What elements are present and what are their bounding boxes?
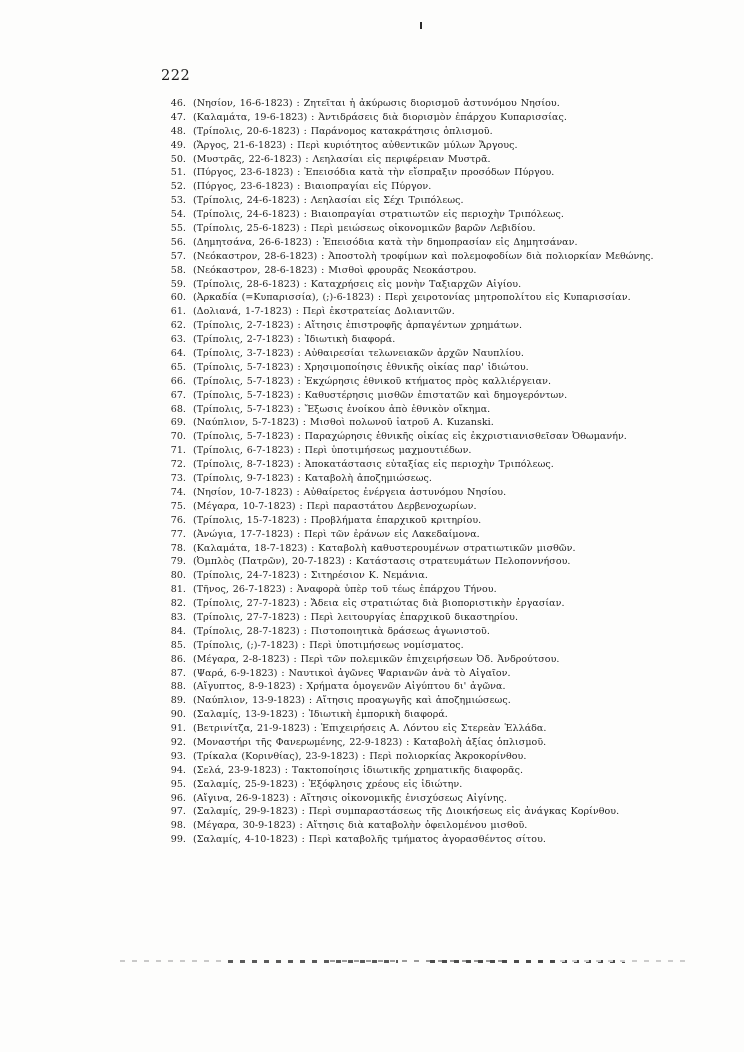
entry-number: 98. [170, 820, 186, 832]
entry-text: (Σελά, 23-9-1823) : Τακτοποίησις ἰδιωτικῆς χρηματικῆς διαφορᾶς. [193, 764, 524, 776]
entry-text: (Αἴγυπτος, 8-9-1823) : Χρήματα ὁμογενῶν Αἰγύπτου δι' ἀγῶνα. [193, 681, 506, 693]
list-item [167, 528, 707, 542]
list-item [167, 500, 707, 514]
entry-text: (Ἀρκαδία (=Κυπαρισσία), (;)-6-1823) : Περὶ χειροτονίας μητροπολίτου εἰς Κυπαρισσίαν. [193, 292, 631, 304]
entry-text: (Δολιανά, 1-7-1823) : Περὶ ἐκστρατείας Δολιανιτῶν. [193, 306, 455, 318]
entry-number: 51. [170, 167, 186, 179]
entry-text: (Ἀνώγια, 17-7-1823) : Περὶ τῶν ἐράνων εἰς Λακεδαίμονα. [193, 528, 480, 540]
list-item [167, 444, 707, 458]
list-item [167, 125, 707, 139]
entry-number: 69. [170, 417, 186, 429]
list-item [167, 597, 707, 611]
entry-number: 76. [170, 514, 186, 526]
list-item [167, 166, 707, 180]
entry-number: 50. [170, 153, 186, 165]
entry-number: 90. [170, 709, 186, 721]
entry-number: 66. [170, 375, 186, 387]
entry-number: 68. [170, 403, 186, 415]
entry-number: 81. [170, 584, 186, 596]
entry-text: (Νεόκαστρον, 28-6-1823) : Ἀποστολὴ τροφίμων καὶ πολεμοφοδίων διὰ πολιορκίαν Μεθώνης. [193, 250, 654, 262]
list-item [167, 639, 707, 653]
entry-number: 82. [170, 598, 186, 610]
list-item [167, 375, 707, 389]
entry-text: (Ὀμπλὸς (Πατρῶν), 20-7-1823) : Κατάστασις στρατευμάτων Πελοποννήσου. [193, 556, 571, 568]
list-item [167, 514, 707, 528]
list-item [167, 250, 707, 264]
entry-text: (Νησίον, 10-7-1823) : Αὐθαίρετος ἐνέργεια ἀστυνόμου Νησίου. [193, 486, 507, 498]
entry-number: 89. [170, 695, 186, 707]
list-item [167, 555, 707, 569]
list-item [167, 458, 707, 472]
list-item [167, 430, 707, 444]
entry-number: 79. [170, 556, 186, 568]
list-item [167, 653, 707, 667]
entry-number: 62. [170, 320, 186, 332]
list-item [167, 472, 707, 486]
entry-text: (Μυστρᾶς, 22-6-1823) : Λεηλασίαι εἰς περιφέρειαν Μυστρᾶ. [193, 153, 491, 165]
list-item [167, 611, 707, 625]
entry-number: 97. [170, 806, 186, 818]
entry-text: (Ψαρά, 6-9-1823) : Ναυτικοὶ ἀγῶνες Ψαριανῶν ἀνὰ τὸ Αἰγαῖον. [193, 667, 511, 679]
entry-text: (Σαλαμίς, 25-9-1823) : Ἐξόφλησις χρέους εἰς ἰδιώτην. [193, 778, 463, 790]
entry-number: 92. [170, 736, 186, 748]
list-item [167, 750, 707, 764]
entry-text: (Πύργος, 23-6-1823) : Ἐπεισόδια κατὰ τὴν εἴσπραξιν προσόδων Πύργου. [193, 167, 555, 179]
entry-number: 96. [170, 792, 186, 804]
entry-number: 64. [170, 348, 186, 360]
entry-number: 86. [170, 653, 186, 665]
entry-number: 72. [170, 459, 186, 471]
list-item [167, 278, 707, 292]
entry-text: (Τρίπολις, 2-7-1823) : Ἰδιωτικὴ διαφορά. [193, 334, 396, 346]
entry-number: 77. [170, 528, 186, 540]
list-item [167, 569, 707, 583]
list-item [167, 764, 707, 778]
list-item [167, 180, 707, 194]
list-item [167, 542, 707, 556]
entry-text: (Τρίπολις, 5-7-1823) : Ἔξωσις ἐνοίκου ἀπὸ ἐθνικὸν οἴκημα. [193, 403, 491, 415]
entry-number: 71. [170, 445, 186, 457]
entry-number: 78. [170, 542, 186, 554]
entry-text: (Σαλαμίς, 4-10-1823) : Περὶ καταβολῆς τμήματος ἀγορασθέντος σίτου. [193, 834, 546, 846]
entry-text: (Σαλαμίς, 13-9-1823) : Ἰδιωτικὴ ἐμπορικὴ διαφορά. [193, 709, 448, 721]
entry-text: (Τρίπολις, (;)-7-1823) : Περὶ ὑποτιμήσεως νομίσματος. [193, 639, 464, 651]
list-item [167, 208, 707, 222]
entry-number: 58. [170, 264, 186, 276]
entry-number: 54. [170, 209, 186, 221]
entry-number: 60. [170, 292, 186, 304]
entry-text: (Τρίπολις, 15-7-1823) : Προβλήματα ἐπαρχικοῦ κριτηρίου. [193, 514, 482, 526]
entry-text: (Τρίπολις, 2-7-1823) : Αἴτησις ἐπιστροφῆς ἁρπαγέντων χρημάτων. [193, 320, 523, 332]
entry-number: 53. [170, 195, 186, 207]
entry-number: 88. [170, 681, 186, 693]
entry-number: 70. [170, 431, 186, 443]
entry-text: (Τρίπολις, 24-6-1823) : Λεηλασίαι εἰς Σέχι Τριπόλεως. [193, 195, 464, 207]
entry-text: (Τῆνος, 26-7-1823) : Ἀναφορὰ ὑπὲρ τοῦ τέως ἐπάρχου Τήνου. [193, 584, 497, 596]
entry-list [167, 97, 707, 847]
entry-number: 48. [170, 125, 186, 137]
entry-text: (Δημητσάνα, 26-6-1823) : Ἐπεισόδια κατὰ τὴν δημοπρασίαν εἰς Δημητσάναν. [193, 236, 578, 248]
entry-number: 46. [170, 98, 186, 109]
entry-text: (Σαλαμίς, 29-9-1823) : Περὶ συμπαραστάσεως τῆς Διοικήσεως εἰς ἀνάγκας Κορίνθου. [193, 806, 620, 818]
scan-dashed-line-artifact [560, 960, 690, 962]
entry-number: 52. [170, 181, 186, 193]
entry-text: (Αἴγινα, 26-9-1823) : Αἴτησις οἰκονομικῆς ἐνισχύσεως Αἰγίνης. [193, 792, 507, 804]
entry-number: 65. [170, 361, 186, 373]
list-item [167, 111, 707, 125]
entry-number: 99. [170, 834, 186, 846]
entry-text: (Ναύπλιον, 13-9-1823) : Αἴτησις προαγωγῆς καὶ ἀποζημιώσεως. [193, 695, 511, 707]
list-item [167, 680, 707, 694]
list-item [167, 305, 707, 319]
entry-number: 95. [170, 778, 186, 790]
list-item [167, 416, 707, 430]
list-item [167, 361, 707, 375]
entry-text: (Τρίπολις, 27-7-1823) : Περὶ λειτουργίας ἐπαρχικοῦ δικαστηρίου. [193, 611, 519, 623]
list-item [167, 833, 707, 847]
entry-text: (Νεόκαστρον, 28-6-1823) : Μισθοὶ φρουρᾶς Νεοκάστρου. [193, 264, 477, 276]
entry-number: 47. [170, 111, 186, 123]
list-item [167, 722, 707, 736]
entry-number: 85. [170, 639, 186, 651]
scan-speck-artifact [420, 22, 422, 29]
list-item [167, 778, 707, 792]
entry-number: 87. [170, 667, 186, 679]
list-item [167, 792, 707, 806]
list-item [167, 625, 707, 639]
list-item [167, 708, 707, 722]
entry-number: 73. [170, 473, 186, 485]
list-item [167, 139, 707, 153]
list-item [167, 97, 707, 111]
entry-number: 67. [170, 389, 186, 401]
entry-text: (Τρίπολις, 5-7-1823) : Ἐκχώρησις ἐθνικοῦ κτήματος πρὸς καλλιέργειαν. [193, 375, 552, 387]
list-item [167, 805, 707, 819]
entry-number: 75. [170, 500, 186, 512]
entry-text: (Μέγαρα, 2-8-1823) : Περὶ τῶν πολεμικῶν ἐπιχειρήσεων Ὀδ. Ἀνδρούτσου. [193, 653, 560, 665]
list-item [167, 333, 707, 347]
entry-text: (Τρίπολις, 5-7-1823) : Παραχώρησις ἐθνικῆς οἰκίας εἰς ἐκχριστιανισθεῖσαν Ὀθωμανήν. [193, 431, 627, 443]
entry-text: (Μοναστήρι τῆς Φανερωμένης, 22-9-1823) : Καταβολὴ ἀξίας ὁπλισμοῦ. [193, 736, 547, 748]
list-item [167, 347, 707, 361]
entry-number: 49. [170, 139, 186, 151]
entry-text: (Καλαμάτα, 19-6-1823) : Ἀντιδράσεις διὰ διορισμὸν ἐπάρχου Κυπαρισσίας. [193, 111, 567, 123]
entry-number: 91. [170, 723, 186, 735]
entry-number: 80. [170, 570, 186, 582]
entry-text: (Τρίπολις, 5-7-1823) : Χρησιμοποίησις ἐθνικῆς οἰκίας παρ' ἰδιώτου. [193, 361, 529, 373]
list-item [167, 194, 707, 208]
list-item [167, 694, 707, 708]
list-item [167, 222, 707, 236]
entry-text: (Τρίπολις, 20-6-1823) : Παράνομος κατακράτησις ὁπλισμοῦ. [193, 125, 493, 137]
entry-text: (Ναύπλιον, 5-7-1823) : Μισθοὶ πολωνοῦ ἰατροῦ Α. Kuzanski. [193, 417, 494, 429]
list-item [167, 153, 707, 167]
entry-number: 83. [170, 611, 186, 623]
entry-text: (Μέγαρα, 30-9-1823) : Αἴτησις διὰ καταβολὴν ὀφειλομένου μισθοῦ. [193, 820, 528, 832]
entry-text: (Τρίπολις, 5-7-1823) : Καθυστέρησις μισθῶν ἐπιστατῶν καὶ δημογερόντων. [193, 389, 568, 401]
entry-text: (Βετρινίτζα, 21-9-1823) : Ἐπιχειρήσεις Α. Λόντου εἰς Στερεὰν Ἑλλάδα. [193, 723, 547, 735]
entry-number: 94. [170, 764, 186, 776]
entry-text: (Καλαμάτα, 18-7-1823) : Καταβολὴ καθυστερουμένων στρατιωτικῶν μισθῶν. [193, 542, 576, 554]
list-item [167, 403, 707, 417]
entry-text: (Τρίπολις, 28-6-1823) : Καταχρήσεις εἰς μονὴν Ταξιαρχῶν Αἰγίου. [193, 278, 522, 290]
list-item [167, 264, 707, 278]
page-number: 222 [161, 68, 191, 84]
entry-number: 93. [170, 750, 186, 762]
entry-text: (Τρίκαλα (Κορινθίας), 23-9-1823) : Περὶ πολιορκίας Ἀκροκορίνθου. [193, 750, 527, 762]
entry-text: (Τρίπολις, 27-7-1823) : Ἄδεια εἰς στρατιώτας διὰ βιοποριστικὴν ἐργασίαν. [193, 598, 565, 610]
list-item [167, 819, 707, 833]
entry-number: 74. [170, 486, 186, 498]
entry-text: (Τρίπολις, 24-7-1823) : Σιτηρέσιον Κ. Νεμάνια. [193, 570, 428, 582]
list-item [167, 667, 707, 681]
entry-number: 61. [170, 306, 186, 318]
entry-text: (Τρίπολις, 28-7-1823) : Πιστοποιητικὰ δράσεως ἀγωνιστοῦ. [193, 625, 490, 637]
entry-text: (Τρίπολις, 8-7-1823) : Ἀποκατάστασις εὐταξίας εἰς περιοχὴν Τριπόλεως. [193, 459, 554, 471]
list-item [167, 389, 707, 403]
entry-text: (Νησίον, 16-6-1823) : Ζητεῖται ἡ ἀκύρωσις διορισμοῦ ἀστυνόμου Νησίου. [193, 98, 560, 109]
entry-number: 59. [170, 278, 186, 290]
list-item [167, 236, 707, 250]
list-item [167, 319, 707, 333]
entry-text: (Ἄργος, 21-6-1823) : Περὶ κυριότητος αὐθεντικῶν μύλων Ἄργους. [193, 139, 518, 151]
entry-text: (Τρίπολις, 3-7-1823) : Αὐθαιρεσίαι τελωνειακῶν ἀρχῶν Ναυπλίου. [193, 348, 524, 360]
entry-text: (Πύργος, 23-6-1823) : Βιαιοπραγίαι εἰς Πύργον. [193, 181, 432, 193]
list-item [167, 486, 707, 500]
entry-text: (Μέγαρα, 10-7-1823) : Περὶ παραστάτου Δερβενοχωρίων. [193, 500, 477, 512]
entry-number: 55. [170, 223, 186, 235]
entry-number: 56. [170, 236, 186, 248]
entry-text: (Τρίπολις, 24-6-1823) : Βιαιοπραγίαι στρατιωτῶν εἰς περιοχὴν Τριπόλεως. [193, 209, 564, 221]
entry-text: (Τρίπολις, 9-7-1823) : Καταβολὴ ἀποζημιώσεως. [193, 473, 432, 485]
entry-number: 63. [170, 334, 186, 346]
list-item [167, 291, 707, 305]
entry-number: 57. [170, 250, 186, 262]
list-item [167, 583, 707, 597]
entry-text: (Τρίπολις, 25-6-1823) : Περὶ μειώσεως οἰκονομικῶν βαρῶν Λεβιδίου. [193, 223, 536, 235]
entry-number: 84. [170, 625, 186, 637]
entry-text: (Τρίπολις, 6-7-1823) : Περὶ ὑποτιμήσεως μαχμουτιέδων. [193, 445, 472, 457]
list-item [167, 736, 707, 750]
